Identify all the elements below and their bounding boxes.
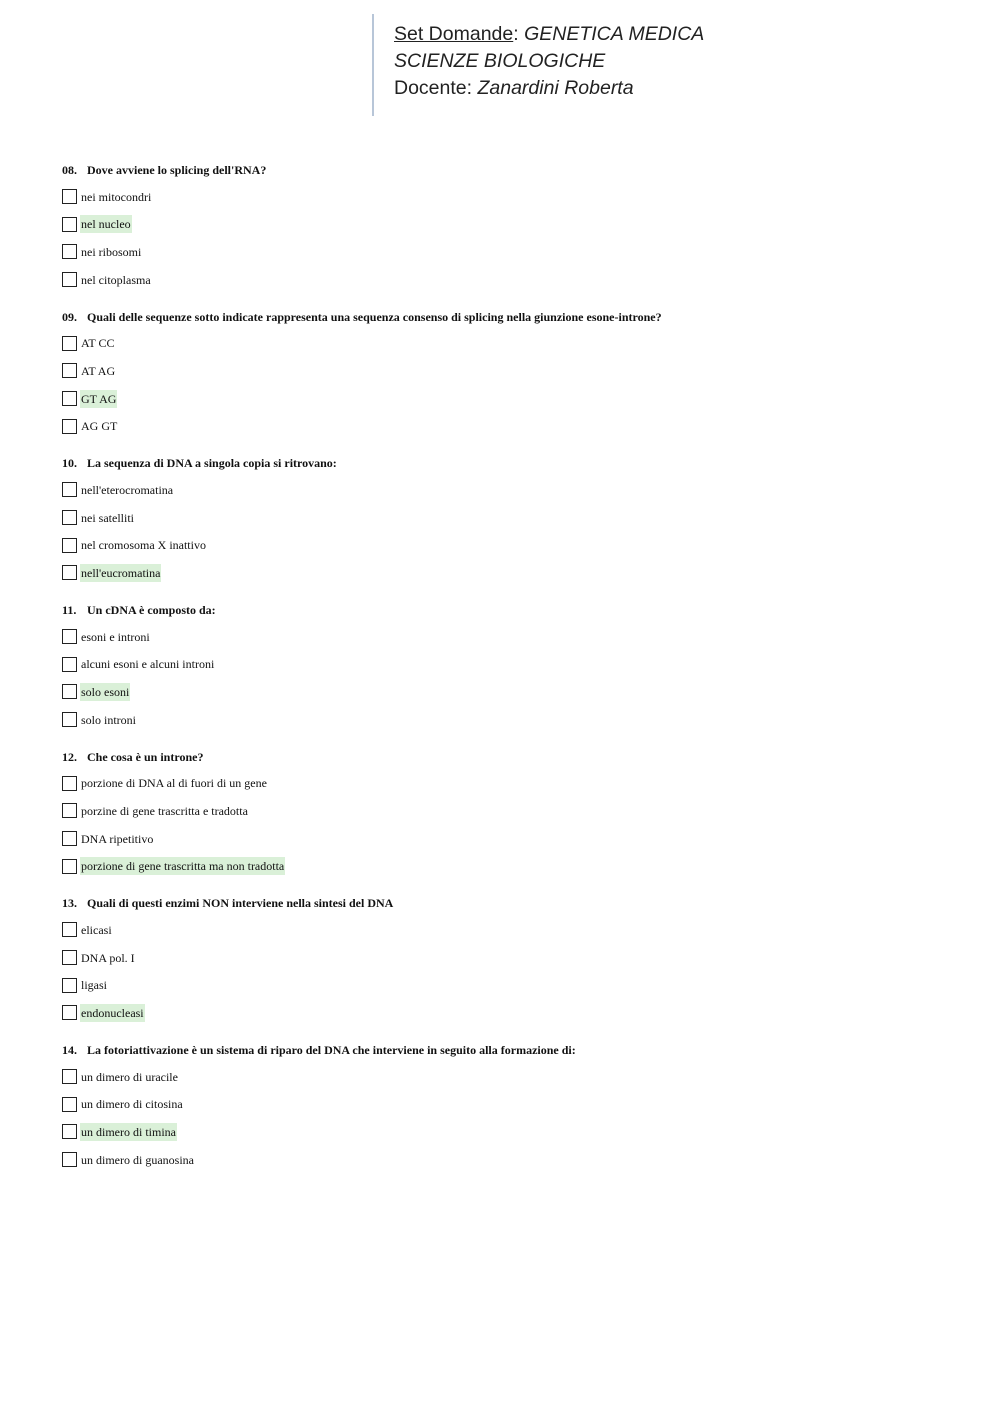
answer-label: AG GT <box>81 419 118 434</box>
answer-label-correct: nel nucleo <box>81 217 131 232</box>
answer-label: elicasi <box>81 922 112 937</box>
answer-label: DNA pol. I <box>81 950 135 965</box>
answer-label-correct: endonucleasi <box>81 1005 144 1020</box>
answer-option[interactable] <box>62 243 962 261</box>
answer-option[interactable] <box>62 830 962 848</box>
answer-checkbox[interactable] <box>62 629 77 644</box>
answer-option[interactable] <box>62 509 962 527</box>
answer-checkbox[interactable] <box>62 1069 77 1084</box>
answer-checkbox[interactable] <box>62 831 77 846</box>
question-number: 08. <box>62 163 77 177</box>
answer-option[interactable] <box>62 536 962 554</box>
question-block <box>62 454 962 582</box>
answer-option[interactable] <box>62 857 962 875</box>
question-text: La sequenza di DNA a singola copia si ritrovano: <box>87 456 337 471</box>
answer-label-correct: GT AG <box>81 391 117 406</box>
answer-checkbox[interactable] <box>62 391 77 406</box>
answer-label: solo introni <box>81 712 137 727</box>
answer-checkbox[interactable] <box>62 1152 77 1167</box>
answer-label: un dimero di citosina <box>81 1097 183 1112</box>
answer-option[interactable] <box>62 362 962 380</box>
answer-label: nell'eterocromatina <box>81 482 174 497</box>
answer-option[interactable] <box>62 921 962 939</box>
answer-option[interactable] <box>62 215 962 233</box>
answer-checkbox[interactable] <box>62 419 77 434</box>
answer-option[interactable] <box>62 774 962 792</box>
answer-label: un dimero di guanosina <box>81 1152 194 1167</box>
question-text: La fotoriattivazione è un sistema di riparo del DNA che interviene in seguito alla formazione di: <box>87 1042 576 1057</box>
answer-checkbox[interactable] <box>62 1124 77 1139</box>
question-block <box>62 748 962 876</box>
question-number: 14. <box>62 1042 77 1057</box>
question-number: 11. <box>62 602 77 617</box>
answer-option[interactable] <box>62 1123 962 1141</box>
answer-checkbox[interactable] <box>62 950 77 965</box>
answer-checkbox[interactable] <box>62 565 77 580</box>
question-block <box>62 894 962 1022</box>
question-set-separator: : <box>513 23 519 45</box>
question-block <box>62 1041 962 1169</box>
answer-checkbox[interactable] <box>62 482 77 497</box>
answer-checkbox[interactable] <box>62 336 77 351</box>
question-text: Quali delle sequenze sotto indicate rappresenta una sequenza consenso di splicing nella giunzione esone-introne? <box>87 309 662 324</box>
answer-option[interactable] <box>62 271 962 289</box>
answer-label-correct: solo esoni <box>81 684 130 699</box>
answer-option[interactable] <box>62 334 962 352</box>
answer-checkbox[interactable] <box>62 272 77 287</box>
answer-option[interactable] <box>62 628 962 646</box>
answer-label: porzine di gene trascritta e tradotta <box>81 803 248 818</box>
answer-option[interactable] <box>62 949 962 967</box>
answer-checkbox[interactable] <box>62 803 77 818</box>
answer-option[interactable] <box>62 417 962 435</box>
question-text: Dove avviene lo splicing dell'RNA? <box>87 163 267 177</box>
question-number: 13. <box>62 896 77 911</box>
question-title <box>62 748 962 766</box>
question-text: Un cDNA è composto da: <box>87 602 216 617</box>
answer-option[interactable] <box>62 683 962 701</box>
answer-checkbox[interactable] <box>62 217 77 232</box>
answer-checkbox[interactable] <box>62 363 77 378</box>
question-text: Che cosa è un introne? <box>87 749 204 764</box>
answer-label-correct: un dimero di timina <box>81 1124 176 1139</box>
answer-label-correct: porzione di gene trascritta ma non tradotta <box>81 859 285 874</box>
answer-label: alcuni esoni e alcuni introni <box>81 657 215 672</box>
answer-label: nei satelliti <box>81 510 134 525</box>
question-number: 12. <box>62 749 77 764</box>
answer-checkbox[interactable] <box>62 538 77 553</box>
degree-name: SCIENZE BIOLOGICHE <box>394 50 606 72</box>
question-set-line <box>394 21 704 48</box>
answer-label: nel citoplasma <box>81 272 151 287</box>
answer-label: DNA ripetitivo <box>81 831 154 846</box>
answer-option[interactable] <box>62 1095 962 1113</box>
answer-label-correct: nell'eucromatina <box>81 565 161 580</box>
answer-option[interactable] <box>62 1068 962 1086</box>
answer-checkbox[interactable] <box>62 776 77 791</box>
question-list <box>62 161 962 1188</box>
answer-checkbox[interactable] <box>62 859 77 874</box>
question-set-label: Set Domande <box>394 23 514 45</box>
answer-checkbox[interactable] <box>62 189 77 204</box>
answer-label: AT AG <box>81 363 116 378</box>
answer-label: esoni e introni <box>81 629 150 644</box>
answer-checkbox[interactable] <box>62 922 77 937</box>
answer-option[interactable] <box>62 481 962 499</box>
question-title <box>62 308 962 326</box>
answer-checkbox[interactable] <box>62 684 77 699</box>
question-block <box>62 308 962 436</box>
question-title <box>62 601 962 619</box>
question-title <box>62 161 962 179</box>
question-title <box>62 1041 962 1059</box>
answer-checkbox[interactable] <box>62 712 77 727</box>
question-title <box>62 454 962 472</box>
answer-checkbox[interactable] <box>62 657 77 672</box>
answer-option[interactable] <box>62 1004 962 1022</box>
answer-option[interactable] <box>62 390 962 408</box>
answer-checkbox[interactable] <box>62 1005 77 1020</box>
answer-option[interactable] <box>62 655 962 673</box>
answer-option[interactable] <box>62 1151 962 1169</box>
question-block <box>62 161 962 289</box>
course-name: GENETICA MEDICA <box>524 23 705 45</box>
question-number: 10. <box>62 456 77 471</box>
answer-option[interactable] <box>62 564 962 582</box>
question-title <box>62 894 962 912</box>
answer-label: nel cromosoma X inattivo <box>81 538 206 553</box>
teacher-name: Zanardini Roberta <box>477 77 634 99</box>
answer-checkbox[interactable] <box>62 978 77 993</box>
question-number: 09. <box>62 309 77 324</box>
answer-option[interactable] <box>62 188 962 206</box>
answer-label: AT CC <box>81 336 115 351</box>
question-block <box>62 601 962 729</box>
answer-label: nei ribosomi <box>81 244 142 259</box>
answer-label: porzione di DNA al di fuori di un gene <box>81 776 267 791</box>
teacher-line <box>394 75 704 102</box>
answer-option[interactable] <box>62 711 962 729</box>
answer-option[interactable] <box>62 802 962 820</box>
answer-label: un dimero di uracile <box>81 1069 178 1084</box>
answer-checkbox[interactable] <box>62 1097 77 1112</box>
answer-option[interactable] <box>62 976 962 994</box>
question-text: Quali di questi enzimi NON interviene nella sintesi del DNA <box>87 896 394 911</box>
answer-checkbox[interactable] <box>62 510 77 525</box>
answer-label: ligasi <box>81 978 107 993</box>
document-header <box>372 14 704 116</box>
answer-label: nei mitocondri <box>81 189 152 204</box>
teacher-label: Docente: <box>394 77 473 99</box>
answer-checkbox[interactable] <box>62 244 77 259</box>
